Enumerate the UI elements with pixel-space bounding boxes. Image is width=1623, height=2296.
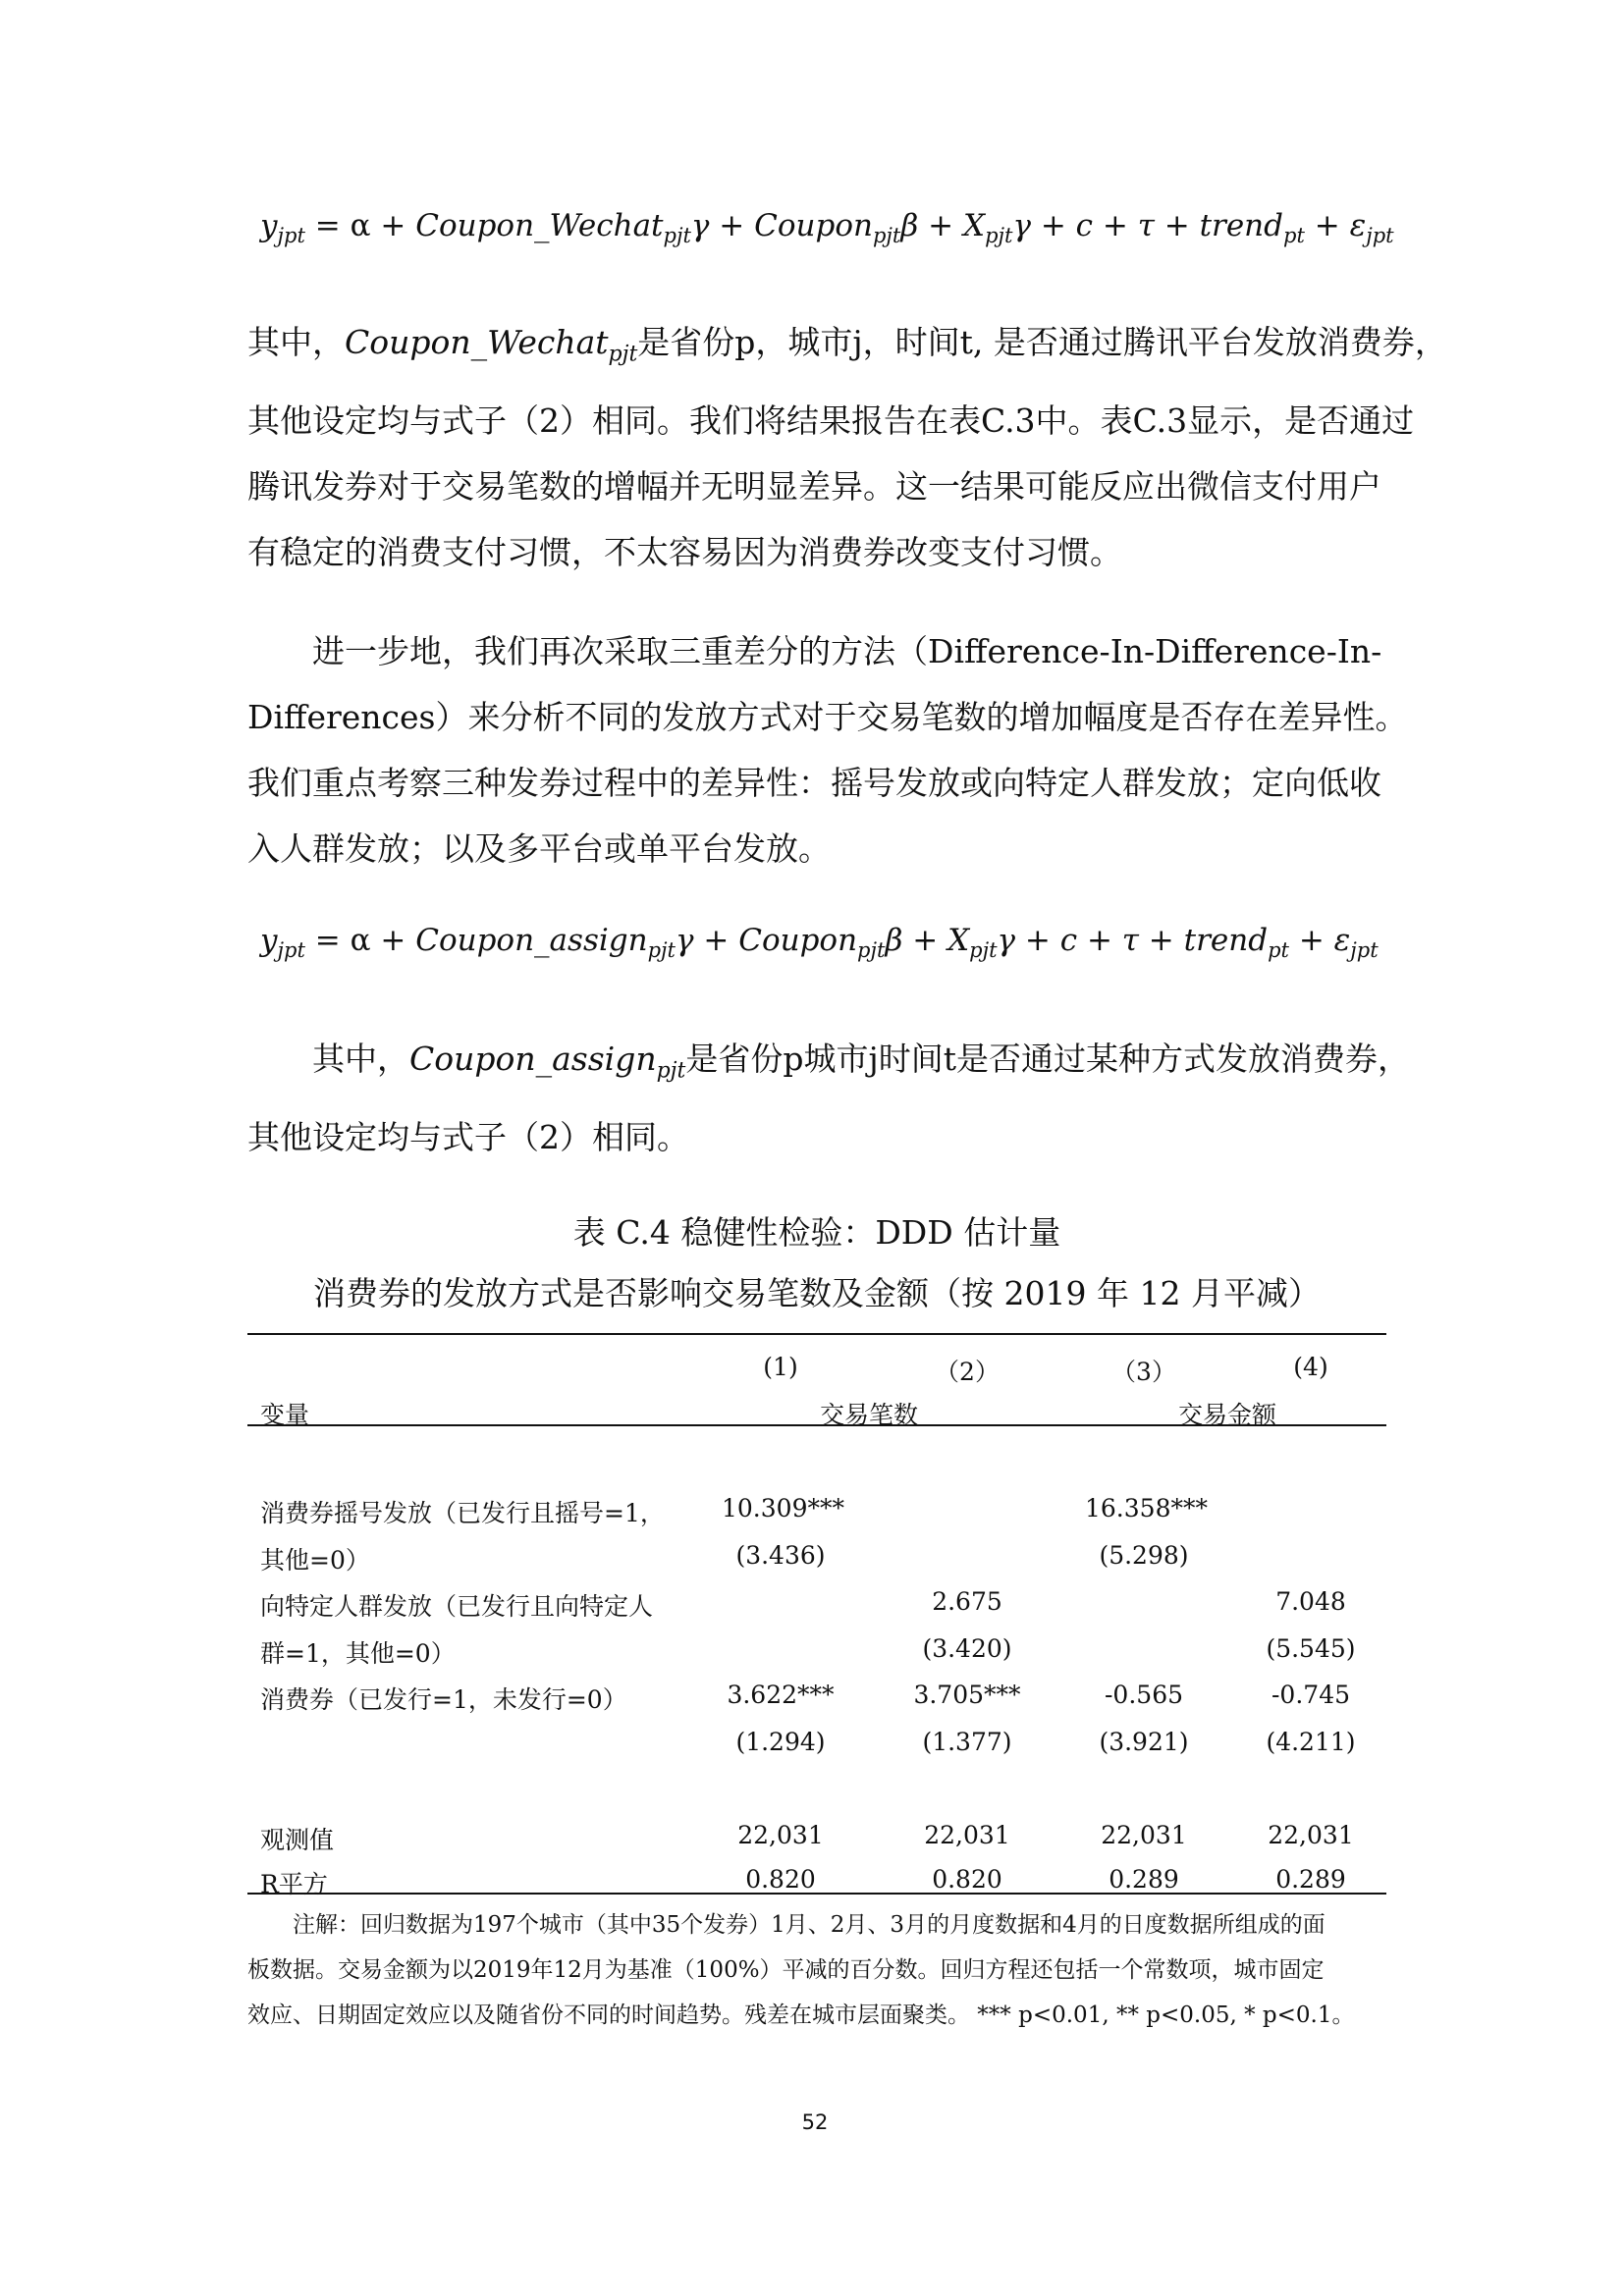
eq1-op1: = α + <box>304 208 416 243</box>
paragraph-1 <box>247 309 1447 585</box>
table-title: 表 C.4 稳健性检验：DDD 估计量 <box>572 1213 1061 1252</box>
eq2-op1: = α + <box>304 923 416 958</box>
para3-line-1 <box>247 1026 1410 1104</box>
eq2-coupon: Coupon <box>738 923 858 958</box>
row3-coef-4: -0.745 <box>1271 1681 1351 1709</box>
para1-variable: Coupon_Wechat$_{pjt}$ <box>345 323 638 367</box>
para1-line-4: 有稳定的消费支付习惯，不太容易因为消费券改变支付习惯。 <box>247 532 1122 571</box>
eq1-x: X <box>962 208 986 243</box>
para3-line-2: 其他设定均与式子（2）相同。 <box>247 1117 689 1156</box>
eq1-x-sub: pjt <box>985 224 1013 248</box>
row3-se-2: (1.377) <box>922 1728 1012 1756</box>
paragraph-3 <box>247 1026 1410 1170</box>
col-number-3: （3） <box>1111 1358 1176 1386</box>
r2-2: 0.820 <box>932 1865 1002 1894</box>
row3-coef-1: 3.622*** <box>727 1681 835 1709</box>
eq2-coupon-assign: Coupon_assign <box>415 923 648 958</box>
col-number-1: (1) <box>763 1353 798 1381</box>
eq1-epsilon: + ε <box>1304 208 1367 243</box>
row3-se-4: (4.211) <box>1266 1728 1356 1756</box>
para1-line-1 <box>247 309 1447 388</box>
row3-se-1: (1.294) <box>735 1728 826 1756</box>
para1-line1-rest: 是省份p，城市j，时间t, 是否通过腾讯平台发放消费券， <box>637 323 1447 361</box>
eq1-beta: β + <box>900 208 963 243</box>
equation-2 <box>260 923 1379 962</box>
eq2-x-sub: pjt <box>969 938 998 963</box>
eq2-epsilon: + ε <box>1288 923 1351 958</box>
eq1-coupon-wechat: Coupon_Wechat <box>415 208 664 243</box>
para1-line-3: 腾讯发券对于交易笔数的增幅并无明显差异。这一结果可能反应出微信支付用户 <box>247 466 1381 506</box>
paragraph-2 <box>247 618 1408 881</box>
row1-se-1: (3.436) <box>735 1541 826 1570</box>
eq1-terms: γ + c + τ + <box>1012 208 1200 243</box>
table-note <box>247 1902 1386 2038</box>
para2-line-3: 我们重点考察三种发券过程中的差异性：摇号发放或向特定人群发放；定向低收 <box>247 764 1381 802</box>
eq1-epsilon-sub: jpt <box>1366 224 1394 248</box>
eq1-trend: trend <box>1199 208 1283 243</box>
eq2-y: y <box>260 923 278 958</box>
row1-label-line2: 其他=0） <box>260 1546 370 1575</box>
eq2-terms: γ + c + τ + <box>997 923 1184 958</box>
row1-se-3: (5.298) <box>1099 1541 1189 1570</box>
para1-line-2: 其他设定均与式子（2）相同。我们将结果报告在表C.3中。表C.3显示，是否通过 <box>247 400 1415 440</box>
row1-coef-3: 16.358*** <box>1085 1494 1208 1522</box>
eq2-trend-sub: pt <box>1268 938 1289 963</box>
eq1-coupon-sub: pjt <box>872 224 901 248</box>
col-number-4: (4) <box>1293 1353 1328 1381</box>
para2-line-1: 进一步地，我们再次采取三重差分的方法（Difference-In-Difference-In- <box>312 632 1382 670</box>
eq2-coupon-sub: pjt <box>857 938 886 963</box>
para2-line-4: 入人群发放；以及多平台或单平台发放。 <box>247 829 831 868</box>
group-header-count: 交易笔数 <box>819 1401 918 1429</box>
table-note-line-2: 板数据。交易金额为以2019年12月为基准（100%）平减的百分数。回归方程还包括一个常数项，城市固定 <box>247 1957 1325 1983</box>
observations-4: 22,031 <box>1268 1821 1354 1849</box>
para1-lead: 其中， <box>247 323 345 361</box>
row2-coef-4: 7.048 <box>1275 1587 1346 1616</box>
observations-3: 22,031 <box>1101 1821 1187 1849</box>
row3-coef-3: -0.565 <box>1104 1681 1184 1709</box>
r2-1: 0.820 <box>745 1865 816 1894</box>
para2-line-2: Differences）来分析不同的发放方式对于交易笔数的增加幅度是否存在差异性。 <box>247 698 1408 736</box>
row1-coef-1: 10.309*** <box>722 1494 844 1522</box>
eq2-epsilon-sub: jpt <box>1350 938 1379 963</box>
observations-2: 22,031 <box>924 1821 1010 1849</box>
para3-variable: Coupon_assign$_{pjt}$ <box>409 1040 686 1084</box>
eq1-coupon: Coupon <box>754 208 873 243</box>
row3-label: 消费券（已发行=1，未发行=0） <box>260 1685 627 1714</box>
table-subtitle: 消费券的发放方式是否影响交易笔数及金额（按 2019 年 12 月平减） <box>313 1274 1321 1312</box>
eq1-coupon-wechat-sub: pjt <box>663 224 691 248</box>
row3-coef-2: 3.705*** <box>913 1681 1021 1709</box>
eq1-gamma: γ + <box>690 208 755 243</box>
eq1-y: y <box>260 208 278 243</box>
row1-label-line1: 消费券摇号发放（已发行且摇号=1， <box>260 1499 665 1527</box>
eq2-gamma: γ + <box>676 923 739 958</box>
para3-lead: 其中， <box>312 1040 409 1078</box>
row2-label-line2: 群=1，其他=0） <box>260 1639 456 1668</box>
eq1-trend-sub: pt <box>1283 224 1305 248</box>
r2-label: R平方 <box>260 1870 328 1898</box>
eq2-y-sub: jpt <box>277 938 305 963</box>
table-note-line-1: 注解：回归数据为197个城市（其中35个发券）1月、2月、3月的月度数据和4月的日度数据所组成的面 <box>293 1912 1325 1938</box>
table-note-line-3: 效应、日期固定效应以及随省份不同的时间趋势。残差在城市层面聚类。 *** p<0.01, ** p<0.05, * p<0.1。 <box>247 2002 1355 2028</box>
row2-label-line1: 向特定人群发放（已发行且向特定人 <box>260 1592 654 1621</box>
table-top-rule <box>247 1333 1386 1335</box>
equation-1 <box>260 208 1394 247</box>
eq2-trend: trend <box>1183 923 1269 958</box>
col-number-2: （2） <box>935 1358 1000 1386</box>
observations-1: 22,031 <box>737 1821 824 1849</box>
eq2-beta: β + <box>885 923 948 958</box>
page-number: 52 <box>801 2110 829 2134</box>
r2-3: 0.289 <box>1109 1865 1179 1894</box>
eq1-y-sub: jpt <box>277 224 305 248</box>
observations-label: 观测值 <box>260 1826 335 1854</box>
row3-se-3: (3.921) <box>1099 1728 1189 1756</box>
eq2-coupon-assign-sub: pjt <box>647 938 676 963</box>
eq2-x: X <box>947 923 970 958</box>
para3-line1-rest: 是省份p城市j时间t是否通过某种方式发放消费券， <box>685 1040 1410 1078</box>
group-header-amount: 交易金额 <box>1177 1401 1276 1429</box>
row2-se-2: (3.420) <box>922 1634 1012 1663</box>
row2-se-4: (5.545) <box>1266 1634 1356 1663</box>
row2-coef-2: 2.675 <box>932 1587 1002 1616</box>
var-header: 变量 <box>260 1401 310 1429</box>
r2-4: 0.289 <box>1275 1865 1346 1894</box>
